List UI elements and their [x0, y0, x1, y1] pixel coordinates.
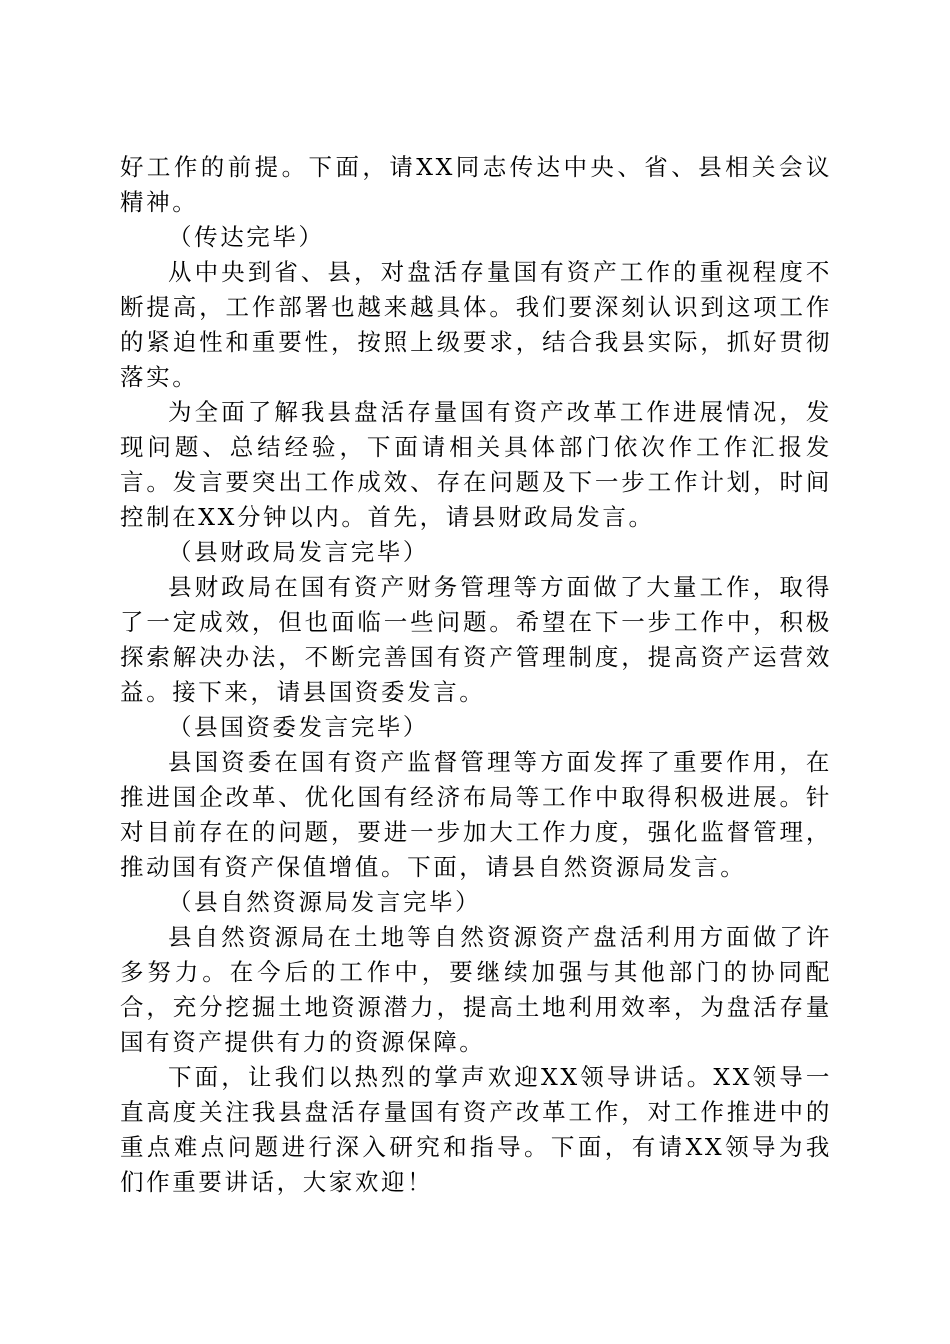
paragraph-report-arrangement: 为全面了解我县盘活存量国有资产改革工作进展情况，发现问题、总结经验，下面请相关具体部门依次作工作汇报发言。发言要突出工作成效、存在问题及下一步工作计划，时间控制在XX分钟以内。首先，请县财政局发言。: [120, 398, 832, 531]
paragraph-importance: 从中央到省、县，对盘活存量国有资产工作的重视程度不断提高，工作部署也越来越具体。我们要深刻认识到这项工作的紧迫性和重要性，按照上级要求，结合我县实际，抓好贯彻落实。: [120, 258, 832, 391]
stage-note-natural-resources-finished: （县自然资源局发言完毕）: [168, 888, 482, 916]
stage-note-finance-bureau-finished: （县财政局发言完毕）: [168, 538, 429, 566]
document-page: [120, 150, 832, 1200]
paragraph-leader-speech-invitation: 下面，让我们以热烈的掌声欢迎XX领导讲话。XX领导一直高度关注我县盘活存量国有资产改革工作，对工作推进中的重点难点问题进行深入研究和指导。下面，有请XX领导为我们作重要讲话，大家欢迎！: [120, 1063, 832, 1196]
stage-note-relay-finished: （传达完毕）: [168, 223, 325, 251]
paragraph-sasac-comment: 县国资委在国有资产监督管理等方面发挥了重要作用，在推进国企改革、优化国有经济布局等工作中取得积极进展。针对目前存在的问题，要进一步加大工作力度，强化监督管理，推动国有资产保值增值。下面，请县自然资源局发言。: [120, 748, 832, 881]
paragraph-continuation: 好工作的前提。下面，请XX同志传达中央、省、县相关会议精神。: [120, 153, 832, 216]
stage-note-sasac-finished: （县国资委发言完毕）: [168, 713, 429, 741]
paragraph-natural-resources-comment: 县自然资源局在土地等自然资源资产盘活利用方面做了许多努力。在今后的工作中，要继续加强与其他部门的协同配合，充分挖掘土地资源潜力，提高土地利用效率，为盘活存量国有资产提供有力的资源保障。: [120, 923, 832, 1056]
paragraph-finance-bureau-comment: 县财政局在国有资产财务管理等方面做了大量工作，取得了一定成效，但也面临一些问题。希望在下一步工作中，积极探索解决办法，不断完善国有资产管理制度，提高资产运营效益。接下来，请县国资委发言。: [120, 573, 832, 706]
